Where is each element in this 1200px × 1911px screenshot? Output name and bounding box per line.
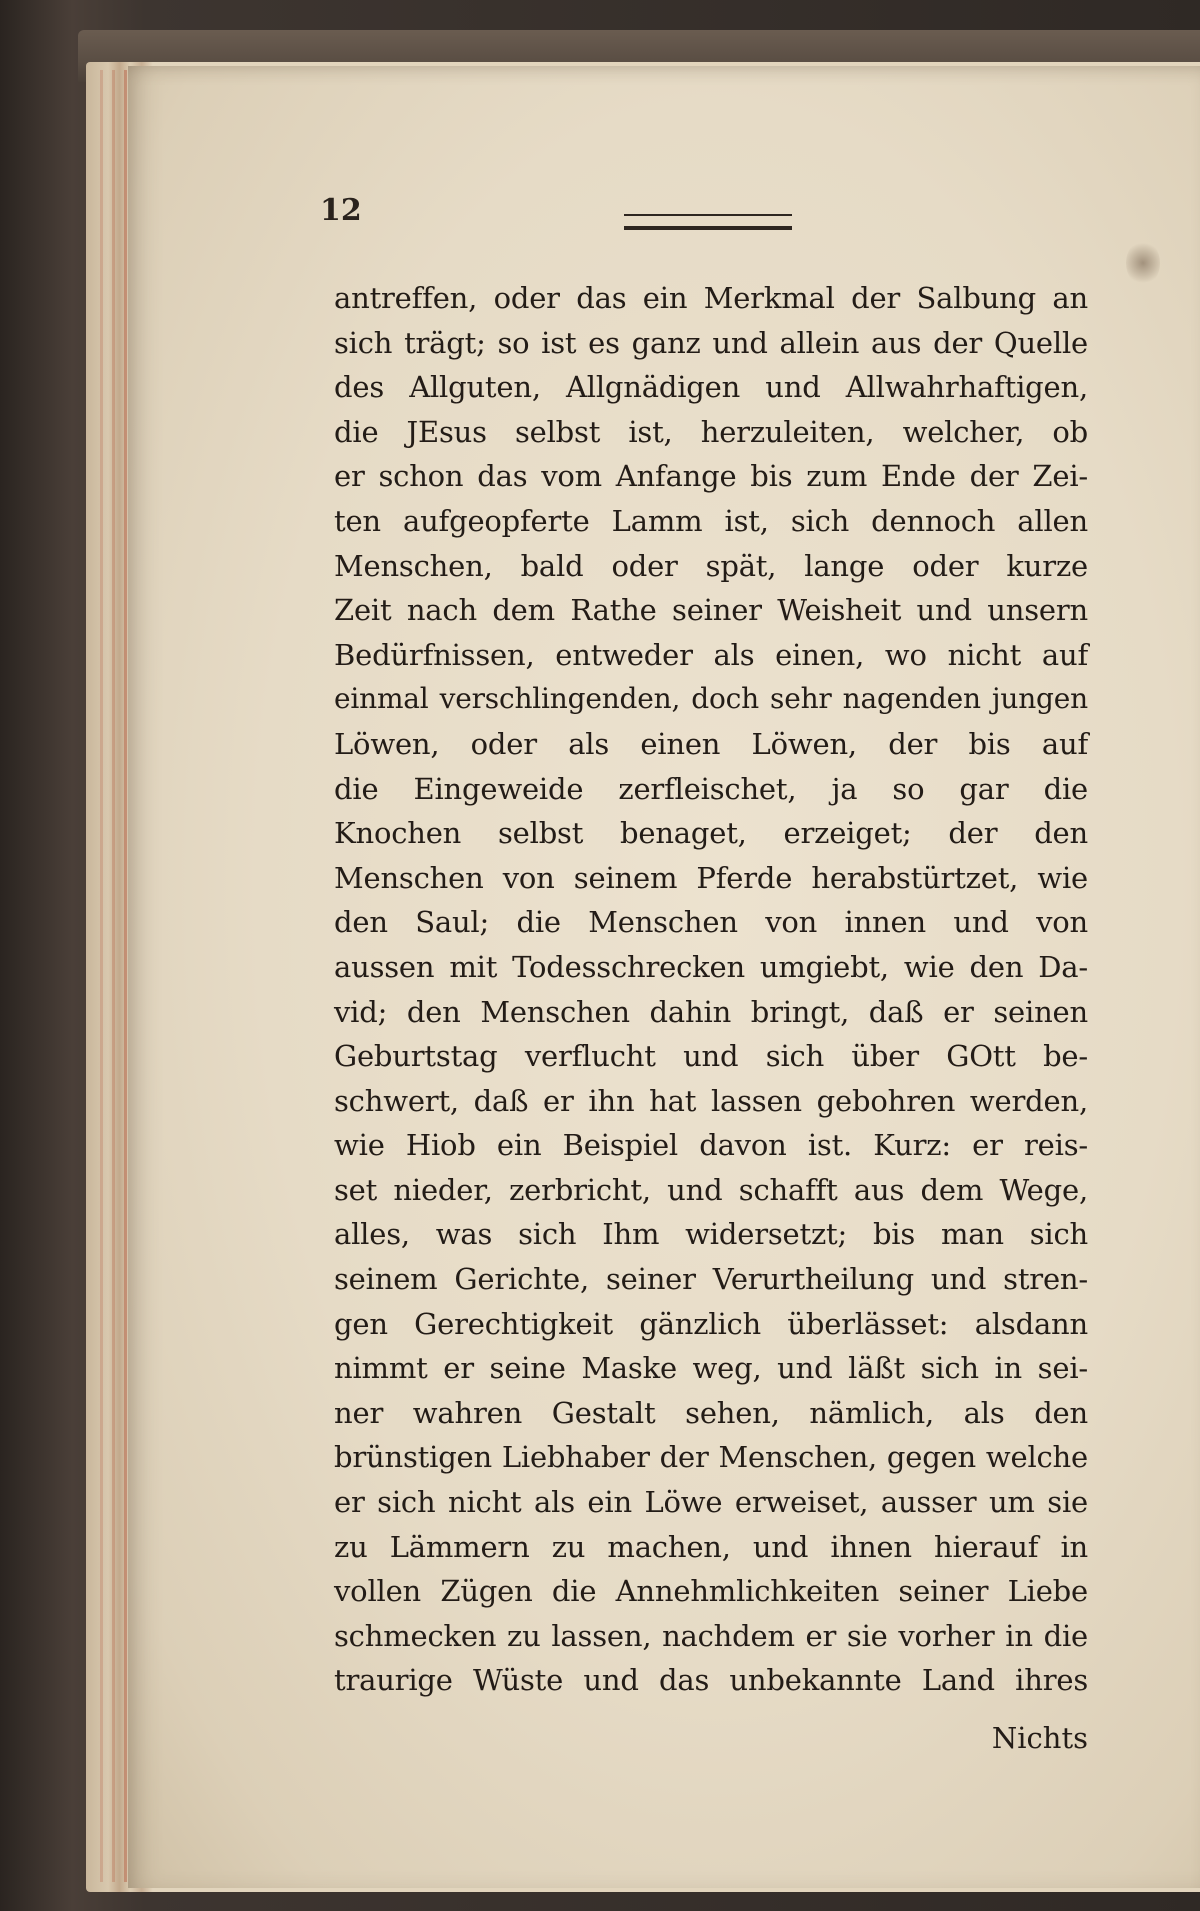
text-line: nimmt er seine Maske weg, und läßt sich in sei- bbox=[334, 1351, 1088, 1386]
text-line: alles, was sich Ihm widersetzt; bis man sich bbox=[334, 1217, 1088, 1252]
text-line: antreffen, oder das ein Merkmal der Salbung an bbox=[334, 281, 1088, 315]
text-line: aussen mit Todesschrecken umgiebt, wie den Da- bbox=[334, 949, 1088, 984]
red-page-edge bbox=[124, 70, 127, 1882]
text-line: schmecken zu lassen, nachdem er sie vorher in die bbox=[334, 1618, 1088, 1653]
paper-stain bbox=[1126, 240, 1160, 286]
text-line: set nieder, zerbricht, und schafft aus dem Wege, bbox=[334, 1172, 1088, 1207]
catchword: Nichts bbox=[991, 1721, 1088, 1755]
text-line: des Allguten, Allgnädigen und Allwahrhaftigen, bbox=[334, 370, 1088, 405]
text-line: vollen Zügen die Annehmlichkeiten seiner Liebe bbox=[334, 1574, 1088, 1609]
text-line: seinem Gerichte, seiner Verurtheilung und stren- bbox=[334, 1262, 1088, 1297]
text-line: Menschen von seinem Pferde herabstürtzet, wie bbox=[334, 860, 1088, 895]
text-line: wie Hiob ein Beispiel davon ist. Kurz: er reis- bbox=[334, 1128, 1088, 1163]
text-line: den Saul; die Menschen von innen und von bbox=[334, 905, 1088, 940]
text-line: er sich nicht als ein Löwe erweiset, ausser um sie bbox=[334, 1485, 1088, 1520]
text-line: Geburtstag verflucht und sich über GOtt be- bbox=[334, 1039, 1088, 1074]
red-page-edge bbox=[100, 70, 103, 1882]
text-line: ten aufgeopferte Lamm ist, sich dennoch allen bbox=[334, 503, 1088, 538]
text-line: Zeit nach dem Rathe seiner Weisheit und unsern bbox=[334, 593, 1088, 628]
body-text bbox=[334, 276, 1088, 1703]
text-line: gen Gerechtigkeit gänzlich überlässet: alsdann bbox=[334, 1306, 1088, 1341]
text-line: traurige Wüste und das unbekannte Land ihres bbox=[334, 1663, 1088, 1698]
text-line: einmal verschlingenden, doch sehr nagenden jungen bbox=[334, 682, 1088, 716]
text-line: ner wahren Gestalt sehen, nämlich, als den bbox=[334, 1395, 1088, 1430]
text-line: brünstigen Liebhaber der Menschen, gegen welche bbox=[334, 1440, 1088, 1475]
text-line: die Eingeweide zerfleischet, ja so gar die bbox=[334, 771, 1088, 806]
text-line: schwert, daß er ihn hat lassen gebohren werden, bbox=[334, 1083, 1088, 1118]
red-page-edge bbox=[112, 70, 115, 1882]
text-line: Löwen, oder als einen Löwen, der bis auf bbox=[334, 726, 1088, 761]
text-line: Knochen selbst benaget, erzeiget; der den bbox=[334, 816, 1088, 851]
text-line: Menschen, bald oder spät, lange oder kurze bbox=[334, 548, 1088, 583]
text-line: zu Lämmern zu machen, und ihnen hierauf in bbox=[334, 1529, 1088, 1564]
text-line: sich trägt; so ist es ganz und allein aus der Quelle bbox=[334, 325, 1088, 360]
text-line: Bedürfnissen, entweder als einen, wo nicht auf bbox=[334, 637, 1088, 672]
header-rule bbox=[624, 214, 792, 230]
text-line: vid; den Menschen dahin bringt, daß er seinen bbox=[334, 994, 1088, 1029]
text-line: er schon das vom Anfange bis zum Ende der Zei- bbox=[334, 459, 1088, 494]
page-number: 12 bbox=[320, 193, 362, 228]
text-line: die JEsus selbst ist, herzuleiten, welcher, ob bbox=[334, 414, 1088, 449]
